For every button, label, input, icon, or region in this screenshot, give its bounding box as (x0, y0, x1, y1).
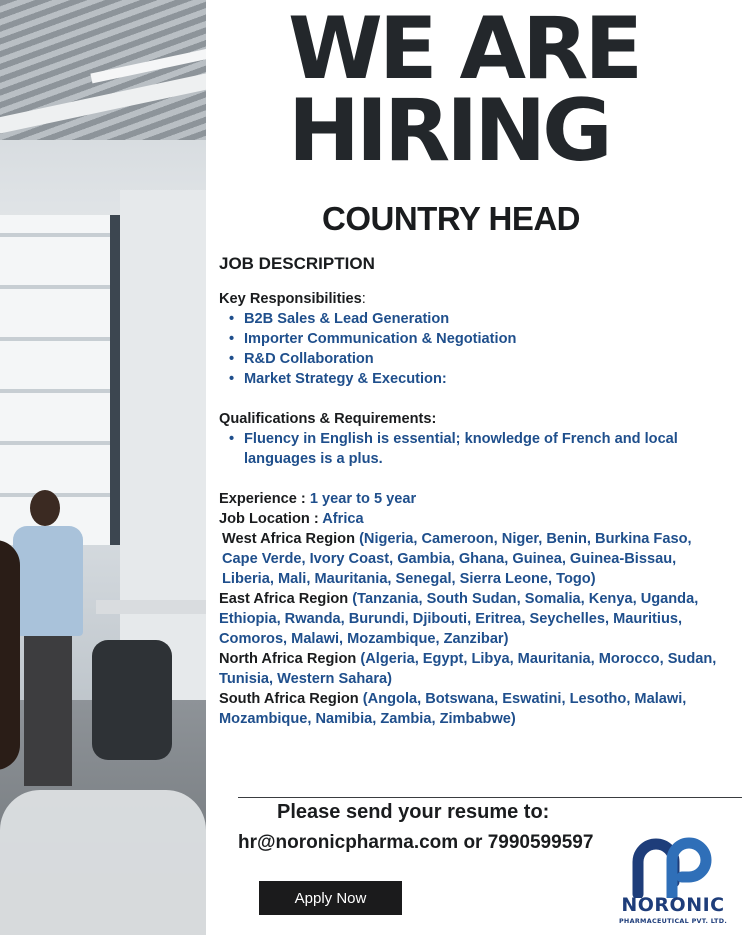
list-item: • Importer Communication & Negotiation (244, 329, 729, 349)
region-south-africa: South Africa Region (Angola, Botswana, Eswatini, Lesotho, Malawi, Mozambique, Namibia, Zambia, Zimbabwe) (219, 691, 687, 727)
headline-line-2: HIRING (288, 81, 609, 181)
responsibilities-heading: Key Responsibilities: (219, 291, 366, 307)
headline (288, 0, 640, 181)
foreground-person (0, 540, 20, 770)
company-logo (616, 836, 730, 930)
apply-now-button[interactable]: Apply Now (259, 881, 402, 915)
logo-brand-name: NORONIC (621, 894, 725, 916)
divider (238, 797, 742, 798)
role-title: COUNTRY HEAD (322, 200, 581, 237)
np-logo-icon (632, 836, 714, 898)
experience-row: Experience : 1 year to 5 year (219, 491, 417, 507)
headline-line-1: WE ARE (288, 0, 640, 99)
responsibilities-list (219, 309, 729, 389)
region-north-africa: North Africa Region (Algeria, Egypt, Libya, Mauritania, Morocco, Sudan, Tunisia, Western Sahara) (219, 651, 717, 687)
send-resume-text: Please send your resume to: (277, 801, 550, 823)
office-photo (0, 0, 206, 935)
list-item: • R&D Collaboration (244, 349, 729, 369)
contact-info[interactable]: hr@noronicpharma.com or 7990599597 (238, 832, 594, 853)
office-desk (96, 600, 206, 614)
logo-subtitle: PHARMACEUTICAL PVT. LTD. (618, 917, 728, 925)
office-chair (92, 640, 172, 760)
job-details (219, 289, 729, 729)
region-east-africa: East Africa Region (Tanzania, South Sudan, Somalia, Kenya, Uganda, Ethiopia, Rwanda, Burundi, Djibouti, Eritrea, Seychelles, Mauritius, Comoros, Malawi, Mozambique, Zanzibar) (219, 591, 699, 647)
region-west-africa: West Africa Region (Nigeria, Cameroon, Niger, Benin, Burkina Faso, Cape Verde, Ivory Coast, Gambia, Ghana, Guinea, Guinea-Bissau, Liberia, Mali, Mauritania, Senegal, Sierra Leone, Togo) (222, 531, 692, 587)
list-item: • Market Strategy & Execution: (244, 369, 729, 389)
job-description-title: JOB DESCRIPTION (219, 254, 375, 273)
person-figure (8, 490, 94, 790)
list-item: • B2B Sales & Lead Generation (244, 309, 729, 329)
list-item: • Fluency in English is essential; knowledge of French and local languages is a plus. (244, 429, 729, 469)
job-location-row: Job Location : Africa (219, 511, 364, 527)
qualifications-heading: Qualifications & Requirements: (219, 411, 437, 427)
foreground-chair (0, 790, 206, 935)
qualifications-list (219, 429, 729, 469)
